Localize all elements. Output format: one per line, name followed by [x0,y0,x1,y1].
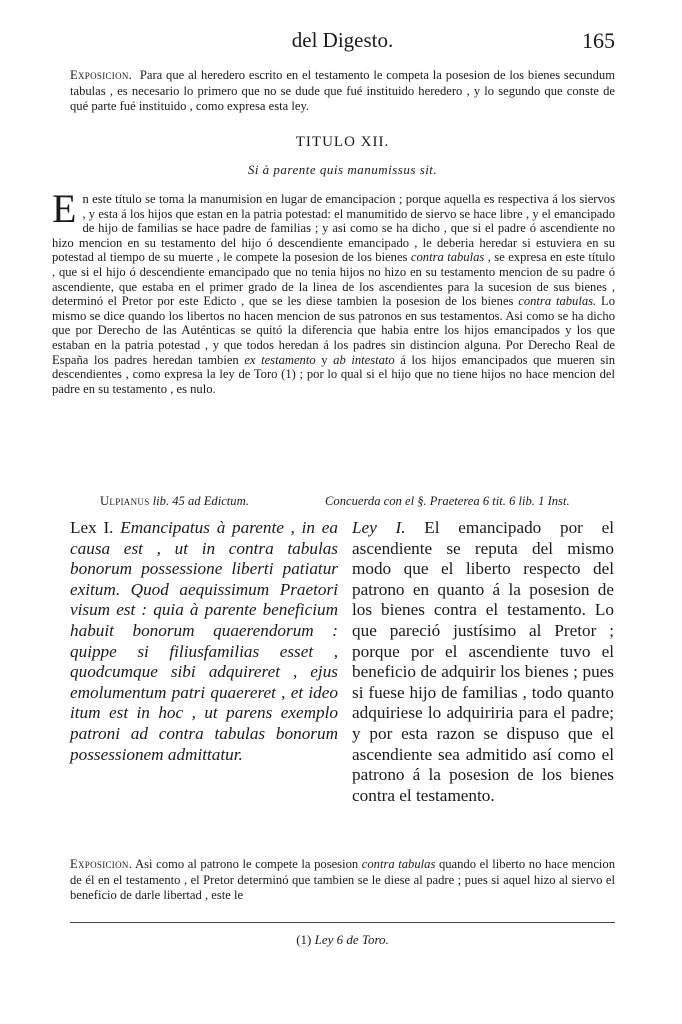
section-title: TITULO XII. [295,134,390,150]
exposicion-paragraph-2 [70,857,615,904]
spanish-law-heading: Ley I. [352,518,406,537]
commentary-italic-1: contra tabulas [410,250,485,265]
latin-law-heading: Lex I. [70,518,114,537]
commentary-italic-3: ex testamento [244,352,316,367]
commentary-text-5: á los hijos emancipados que mueren sin descendientes , como expresa la ley de Toro (1) ; por lo qual si el hijo que no tiene hijos no hace mencion del padre en su testamento , es nulo. [52,352,615,396]
latin-law-body: Emancipatus à parente , in ea causa est , ut in contra tabulas bonorum possessione liberti patiatur exitum. Quod aequissimum Praetori visum est : quia à parente beneficium habuit bonorum quaerendorum : quippe si filiusfamilias esset , quodcumque sibi adquireret , ejus emolumentum patri quaereret , et ideo itum est in hoc , ut parens exemplo patroni ad contra tabulas bonorum possessionem admittatur. [70,518,338,764]
latin-law-text [70,518,338,765]
source-author-line [100,494,249,509]
page-header [70,28,615,58]
exposicion-label-2: Exposicion. [70,857,133,871]
exposicion-2-italic: contra tabulas [361,857,436,871]
exposicion-text: Para que al heredero escrito en el testamento le competa la posesion de los bienes secundum tabulas , es necesario lo primero que no se dude que fué instituido heredero , y lo segundo que conste de qué parte fué instituido , como expresa esta ley. [70,68,615,113]
page-number: 165 [582,28,615,53]
commentary-text-1: n este título se toma la manumision en lugar de emancipacion ; porque aquella es respectiva á los siervos , y esta á los hijos que estan en la patria potestad: el manumitido de siervo se hace libre , y el emancipado de hijo de familias se hace padre de familias ; y asi como se ha dicho , que si el padre ó ascendiente no hizo mencion en su testamento del hijo ó descendiente emancipado , le deberia heredar si estuviera en su potestad al tiempo de su muerte , le compete la posesion de los bienes [52,192,615,265]
commentary-italic-2: contra tabulas. [518,294,597,309]
commentary-text-3: Lo mismo se dice quando los libertos no hacen mencion de sus patronos en sus testamentos. Asi como se ha dicho que por Derecho de las Auténticas se quitó la diferencia que habia entre los hijos emancipados y los que estaban en la patria potestad , y que todos heredan á los padres sin distincion alguna. Por Derecho Real de España los padres heredan tambien [52,294,615,367]
spanish-law-body: El emancipado por el ascendiente se reputa del mismo modo que el liberto respecto del patrono en quanto á la posesion de los bienes contra el testamento. Lo que pareció justísimo al Pretor ; porque por el ascendiente tuvo el beneficio de adquirir los bienes ; pues si fuese hijo de familias , todo quanto adquiriese lo adquiriria para el padre; y por esta razon se dispuso que el ascendiente sea admitido así como el patrono á la posesion de los bienes contra el testamento. [352,518,614,805]
commentary-text-2: , se expresa en este título , que si el hijo ó descendiente emancipado que no tenia hijos no hizo en su testamento mencion de su padre ó ascendiente, que estaba en el primer grado de la linea de los ascendientes para la sucesion de sus bienes , determinó el Pretor por este Edicto , que se les diese tambien la posesion de los bienes [52,250,616,309]
footnote [70,932,615,948]
footnote-divider [70,922,615,923]
commentary-text-4: y [315,352,334,367]
source-author: Ulpianus [100,494,150,508]
footnote-text: Ley 6 de Toro. [314,932,389,947]
commentary-italic-4: ab intestato [333,352,395,367]
exposicion-paragraph-1 [70,68,615,115]
section-subtitle: Si à parente quis manumissus sit. [247,162,438,177]
drop-cap: E [52,186,77,231]
exposicion-2-text-2: quando el liberto no hace mencion de él en el testamento , el Pretor determinó que tambien se le diese al padre ; pues si aquel hizo al siervo el beneficio de darle libertad , este le [70,857,616,902]
source-work: lib. 45 ad Edictum. [149,494,249,508]
footnote-marker: (1) [296,932,315,947]
exposicion-label: Exposicion. [70,68,133,82]
exposicion-2-text-1: Asi como al patrono le compete la posesion [132,857,362,871]
commentary-paragraph [52,186,616,396]
source-concordance: Concuerda con el §. Praeterea 6 tit. 6 lib. 1 Inst. [325,494,570,508]
spanish-law-text [352,518,614,806]
running-title: del Digesto. [291,28,394,52]
